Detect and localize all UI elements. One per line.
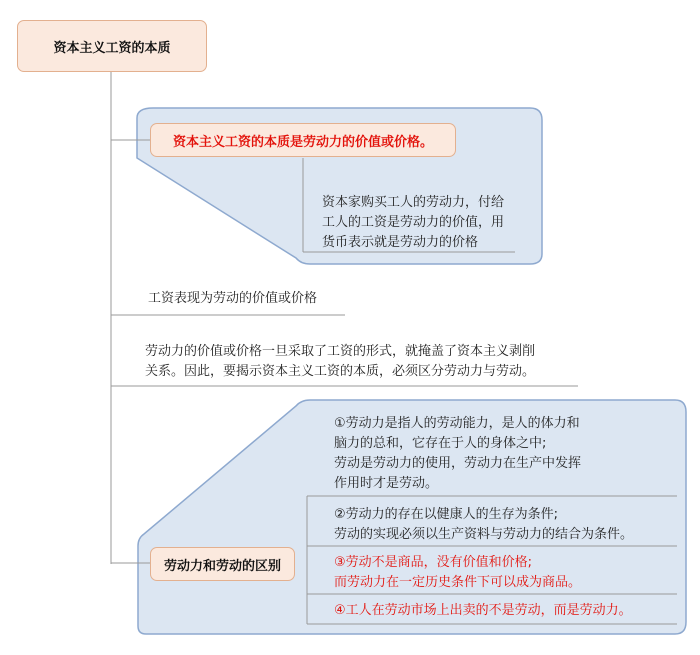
essence-detail: 资本家购买工人的劳动力，付给 工人的工资是劳动力的价值，用 货币表示就是劳动力的价格 — [322, 195, 505, 250]
difference-point-1: ①劳动力是指人的劳动能力，是人的体力和 脑力的总和，它存在于人的身体之中; 劳动是劳动力的使用，劳动力在生产中发挥 作用时才是劳动。 — [334, 416, 582, 491]
difference-point-2: ②劳动力的存在以健康人的生存为条件; 劳动的实现必须以生产资料与劳动力的结合为条件。 — [334, 507, 634, 542]
cover-text: 劳动力的价值或价格一旦采取了工资的形式，就掩盖了资本主义剥削 关系。因此，要揭示资本主义工资的本质，必须区分劳动力与劳动。 — [145, 344, 536, 379]
essence-label: 资本主义工资的本质是劳动力的价值或价格。 — [172, 134, 433, 150]
difference-point-4: ④工人在劳动市场上出卖的不是劳动，而是劳动力。 — [334, 603, 632, 618]
root-node[interactable] — [17, 20, 207, 72]
essence-node[interactable] — [150, 123, 456, 157]
wage-form-text: 工资表现为劳动的价值或价格 — [148, 291, 318, 306]
root-title: 资本主义工资的本质 — [53, 40, 171, 56]
difference-node[interactable] — [150, 547, 295, 581]
difference-point-3: ③劳动不是商品，没有价值和价格; 而劳动力在一定历史条件下可以成为商品。 — [334, 555, 582, 590]
difference-label: 劳动力和劳动的区别 — [163, 558, 281, 574]
